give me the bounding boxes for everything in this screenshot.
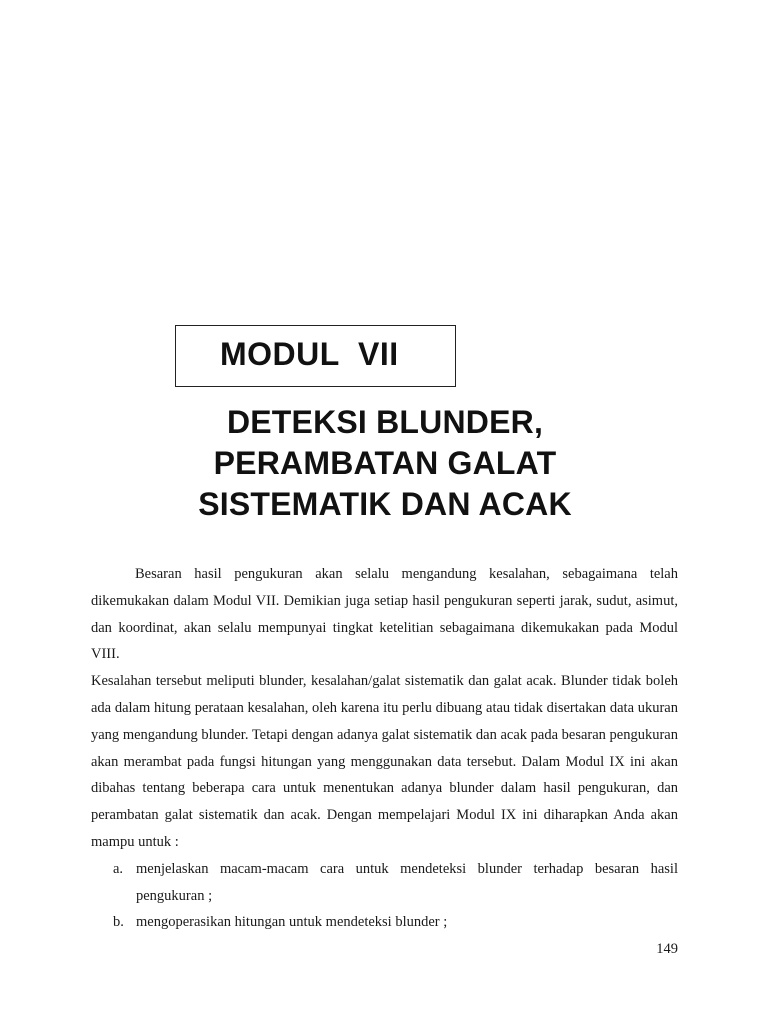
list-item-text: mengoperasikan hitungan untuk mendeteksi blunder ; xyxy=(136,914,448,931)
list-item xyxy=(91,909,678,936)
paragraph: Besaran hasil pengukuran akan selalu mengandung kesalahan, sebagaimana telah dikemukakan dalam Modul VII. Demikian juga setiap hasil pengukuran seperti jarak, sudut, asimut, dan koordinat, akan selalu mempunyai tingkat ketelitian sebagaimana dikemukakan pada Modul VIII. xyxy=(91,566,678,663)
list-item xyxy=(91,856,678,910)
page-number: 149 xyxy=(656,941,678,957)
objectives-list xyxy=(91,856,678,936)
chapter-title-line: DETEKSI BLUNDER, xyxy=(226,404,544,440)
list-marker: a. xyxy=(113,860,124,877)
list-item-text: menjelaskan macam-macam cara untuk mendeteksi blunder terhadap besaran hasil pengukuran ; xyxy=(136,860,678,904)
chapter-title xyxy=(90,402,680,525)
paragraph: Kesalahan tersebut meliputi blunder, kesalahan/galat sistematik dan galat acak. Blunder tidak boleh ada dalam hitung perataan kesalahan, oleh karena itu perlu dibuang atau tidak disertakan data ukuran yang mengandung blunder. Tetapi dengan adanya galat sistematik dan acak pada besaran pengukuran akan merambat pada fungsi hitungan yang menggunakan data tersebut. Dalam Modul IX ini akan dibahas tentang beberapa cara untuk menentukan adanya blunder dalam hasil pengukuran, dan perambatan galat sistematik dan acak. Dengan mempelajari Modul IX ini diharapkan Anda akan mampu untuk : xyxy=(91,673,678,850)
chapter-title-line: PERAMBATAN GALAT xyxy=(213,445,557,481)
module-heading-box xyxy=(175,325,456,387)
body-text xyxy=(91,561,678,936)
list-marker: b. xyxy=(113,914,124,931)
chapter-title-line: SISTEMATIK DAN ACAK xyxy=(198,486,572,522)
module-label: MODUL VII xyxy=(220,336,399,372)
